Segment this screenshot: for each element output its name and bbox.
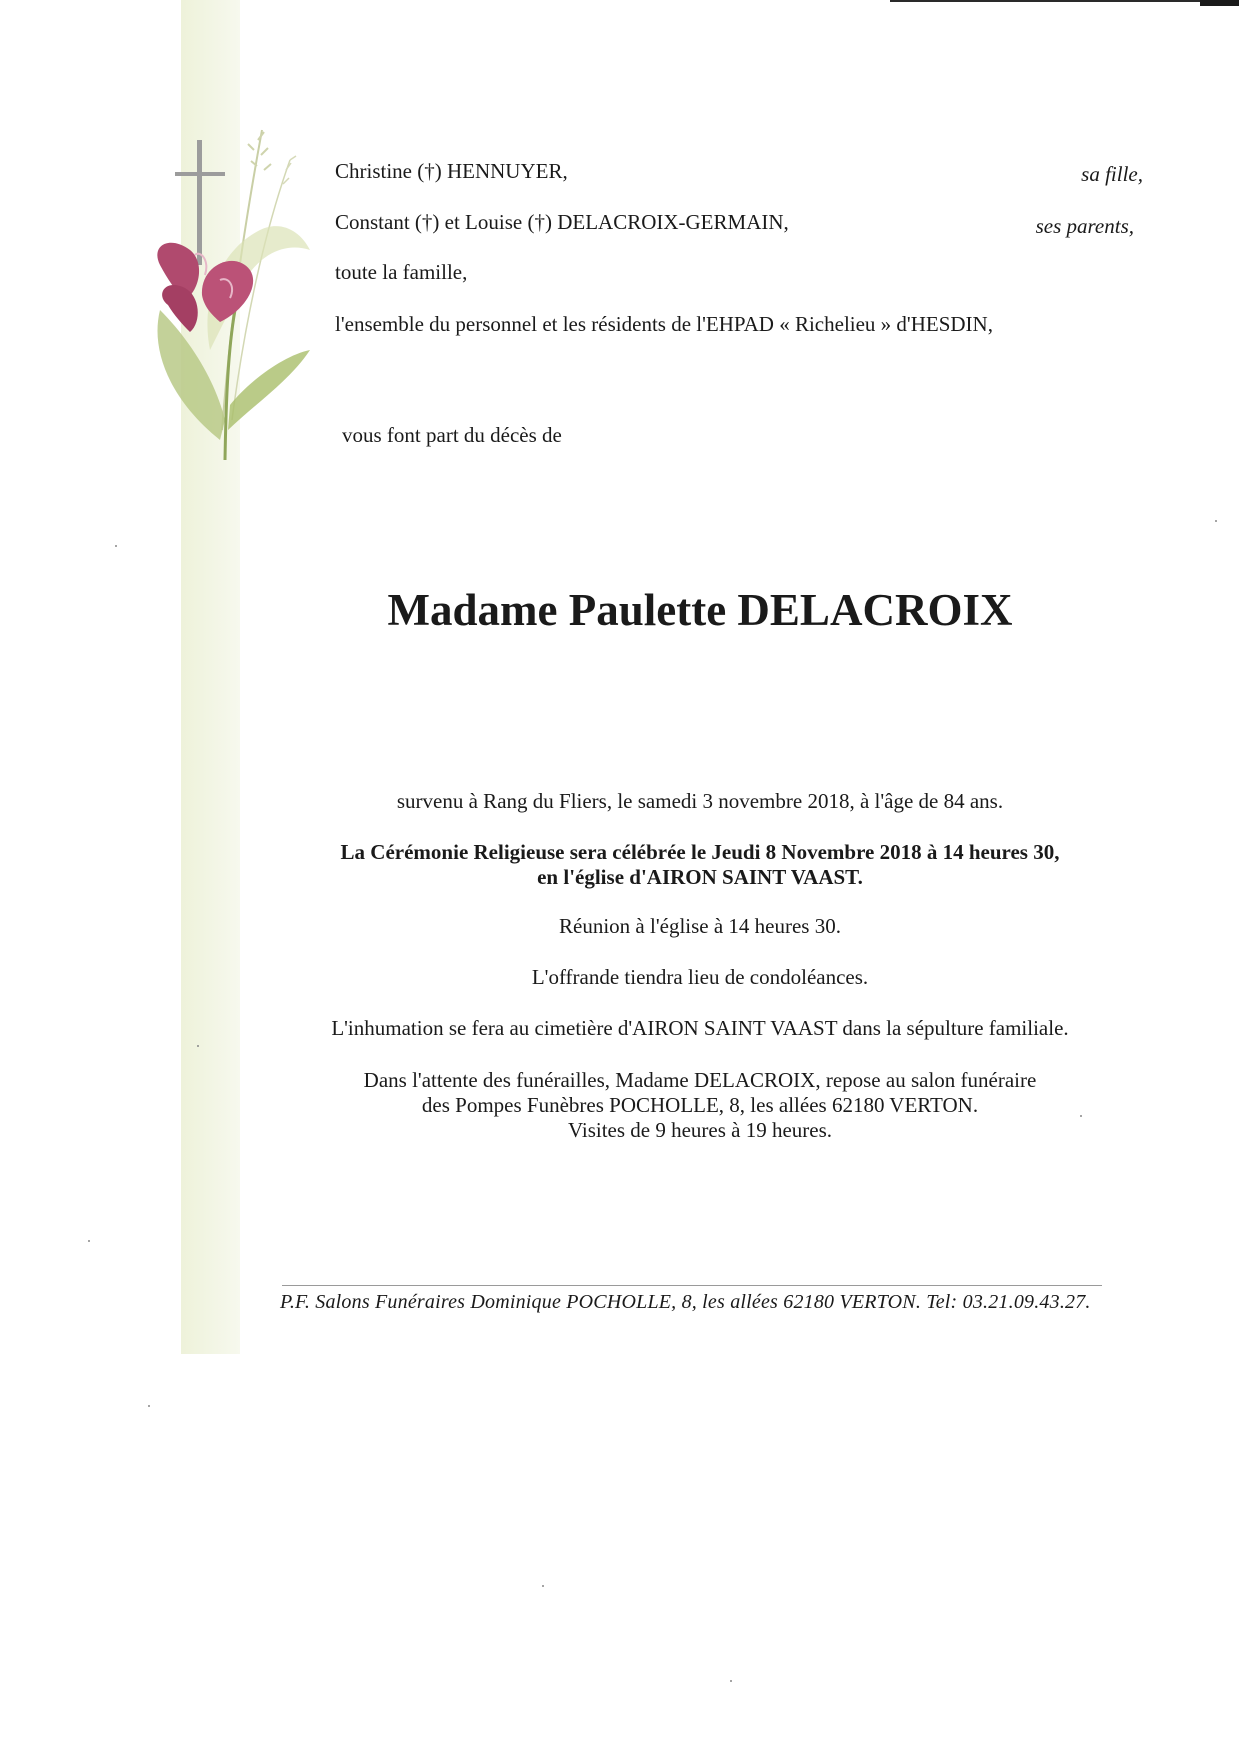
family-line-2: Constant (†) et Louise (†) DELACROIX-GERMAIN, — [335, 210, 789, 234]
scan-speck — [1080, 1115, 1082, 1117]
scan-speck — [542, 1585, 544, 1587]
meeting-info: Réunion à l'église à 14 heures 30. — [559, 914, 841, 938]
relation-daughter: sa fille, — [1081, 162, 1143, 186]
announcement: vous font part du décès de — [342, 423, 562, 447]
scan-edge-line — [890, 0, 1200, 2]
family-line-4: l'ensemble du personnel et les résidents de l'EHPAD « Richelieu » d'HESDIN, — [335, 312, 993, 336]
scan-edge-corner — [1200, 0, 1239, 6]
scan-speck — [197, 1045, 199, 1047]
burial-info: L'inhumation se fera au cimetière d'AIRON SAINT VAAST dans la sépulture familiale. — [331, 1016, 1069, 1040]
deceased-name: Madame Paulette DELACROIX — [387, 585, 1013, 635]
family-line-1: Christine (†) HENNUYER, — [335, 159, 568, 183]
scan-speck — [730, 1680, 732, 1682]
footer-divider — [282, 1285, 1102, 1286]
rest-line-1: Dans l'attente des funérailles, Madame DELACROIX, repose au salon funéraire — [363, 1068, 1037, 1092]
ceremony-line-1: La Cérémonie Religieuse sera célébrée le Jeudi 8 Novembre 2018 à 14 heures 30, — [340, 840, 1060, 864]
scan-speck — [88, 1240, 90, 1242]
scan-speck — [115, 545, 117, 547]
rest-line-2: des Pompes Funèbres POCHOLLE, 8, les allées 62180 VERTON. — [421, 1093, 979, 1117]
scan-speck — [1215, 520, 1217, 522]
calla-lily-icon — [140, 100, 320, 480]
death-details: survenu à Rang du Fliers, le samedi 3 novembre 2018, à l'âge de 84 ans. — [396, 789, 1004, 813]
funeral-home-footer: P.F. Salons Funéraires Dominique POCHOLLE, 8, les allées 62180 VERTON. Tel: 03.21.09.43.27. — [280, 1291, 1091, 1313]
rest-line-3: Visites de 9 heures à 19 heures. — [567, 1118, 833, 1142]
family-line-3: toute la famille, — [335, 260, 468, 284]
relation-parents: ses parents, — [1035, 214, 1134, 238]
ceremony-line-2: en l'église d'AIRON SAINT VAAST. — [537, 865, 863, 889]
offering-info: L'offrande tiendra lieu de condoléances. — [531, 965, 869, 989]
scan-speck — [148, 1405, 150, 1407]
